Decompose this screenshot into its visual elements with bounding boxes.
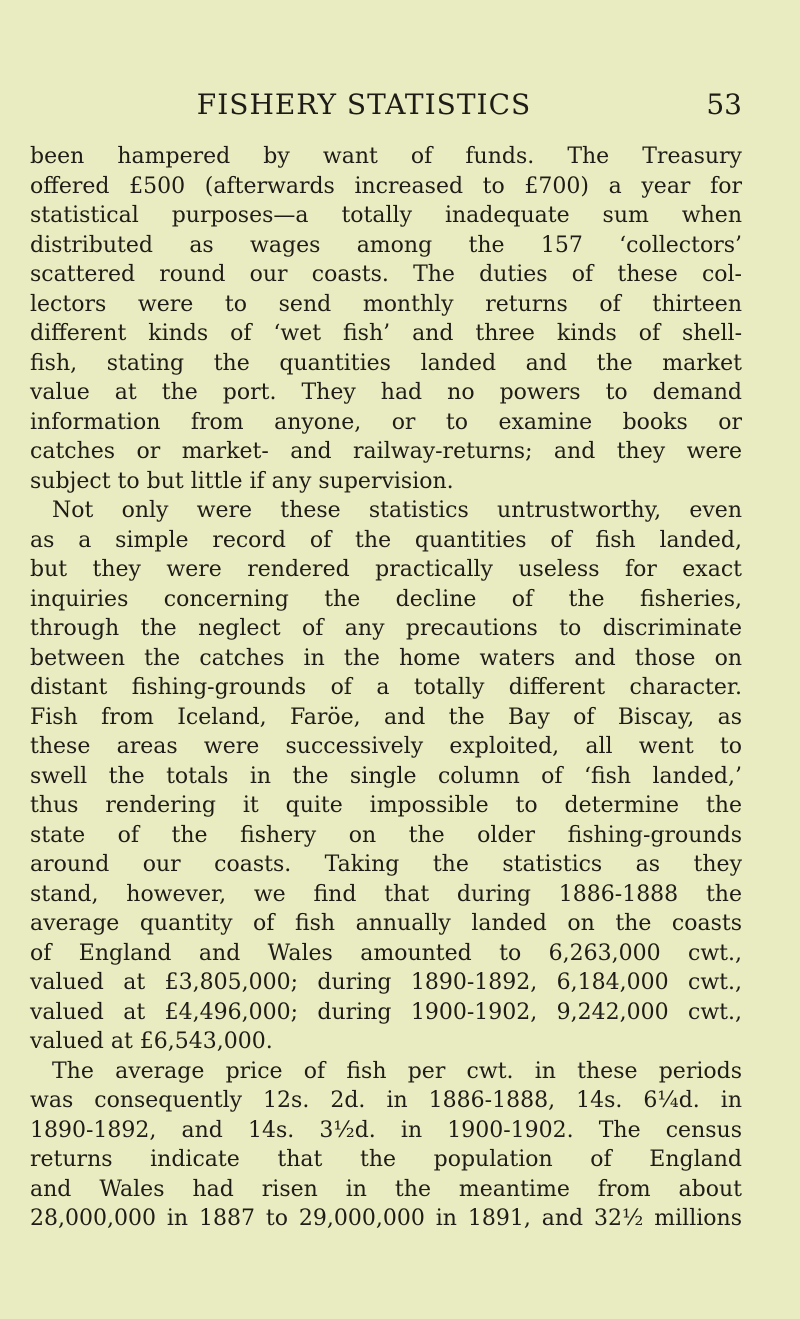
text-line: value at the port. They had no powers to demand (30, 380, 742, 405)
text-line: subject to but little if any supervision. (30, 468, 454, 494)
text-line: scattered round our coasts. The duties of these col- (30, 262, 742, 287)
text-line: offered £500 (afterwards increased to £700) a year for (30, 173, 742, 199)
body-text (30, 142, 742, 1234)
text-line: between the catches in the home waters and those on (30, 645, 742, 671)
text-line: distributed as wages among the 157 ‘collectors’ (30, 232, 742, 258)
text-line: The average price of fish per cwt. in these periods (52, 1058, 742, 1084)
text-line: average quantity of fish annually landed on the coasts (30, 911, 742, 936)
text-line: Not only were these statistics untrustworthy, even (52, 498, 742, 523)
text-line: Fish from Iceland, Faröe, and the Bay of Biscay, as (30, 704, 742, 730)
text-line: and Wales had risen in the meantime from about (30, 1176, 742, 1202)
text-line: statistical purposes—a totally inadequate sum when (30, 203, 742, 228)
text-line: but they were rendered practically useless for exact (30, 557, 742, 582)
text-line: state of the fishery on the older fishing-grounds (30, 822, 742, 848)
text-line: catches or market- and railway-returns; and they were (30, 439, 742, 464)
text-line: distant fishing-grounds of a totally different character. (30, 675, 742, 700)
text-line: of England and Wales amounted to 6,263,000 cwt., (30, 940, 742, 966)
running-title: FISHERY STATISTICS (196, 88, 532, 121)
text-line: swell the totals in the single column of ‘fish landed,’ (30, 763, 742, 789)
text-line: information from anyone, or to examine books or (30, 409, 742, 435)
text-line: these areas were successively exploited, all went to (30, 734, 742, 759)
text-line: valued at £6,543,000. (30, 1029, 273, 1054)
text-line: valued at £3,805,000; during 1890-1892, 6,184,000 cwt., (30, 970, 742, 995)
text-line: 1890-1892, and 14s. 3½d. in 1900-1902. The census (30, 1117, 742, 1143)
text-line: fish, stating the quantities landed and the market (30, 350, 742, 376)
text-line: 28,000,000 in 1887 to 29,000,000 in 1891, and 32½ millions (30, 1206, 742, 1231)
text-line: was consequently 12s. 2d. in 1886-1888, 14s. 6¼d. in (30, 1088, 742, 1113)
page-number: 53 (706, 88, 742, 121)
text-line: through the neglect of any precautions to discriminate (30, 616, 742, 641)
text-line: lectors were to send monthly returns of thirteen (30, 291, 742, 317)
text-line: been hampered by want of funds. The Treasury (30, 144, 742, 169)
text-line: thus rendering it quite impossible to determine the (30, 793, 742, 818)
text-line: as a simple record of the quantities of fish landed, (30, 527, 742, 553)
text-line: returns indicate that the population of England (30, 1147, 742, 1172)
text-line: different kinds of ‘wet fish’ and three kinds of shell- (30, 321, 742, 346)
text-line: inquiries concerning the decline of the fisheries, (30, 586, 742, 612)
text-line: stand, however, we find that during 1886-1888 the (30, 881, 742, 907)
text-line: valued at £4,496,000; during 1900-1902, 9,242,000 cwt., (30, 999, 742, 1025)
running-head (0, 88, 800, 128)
text-line: around our coasts. Taking the statistics as they (30, 852, 742, 877)
